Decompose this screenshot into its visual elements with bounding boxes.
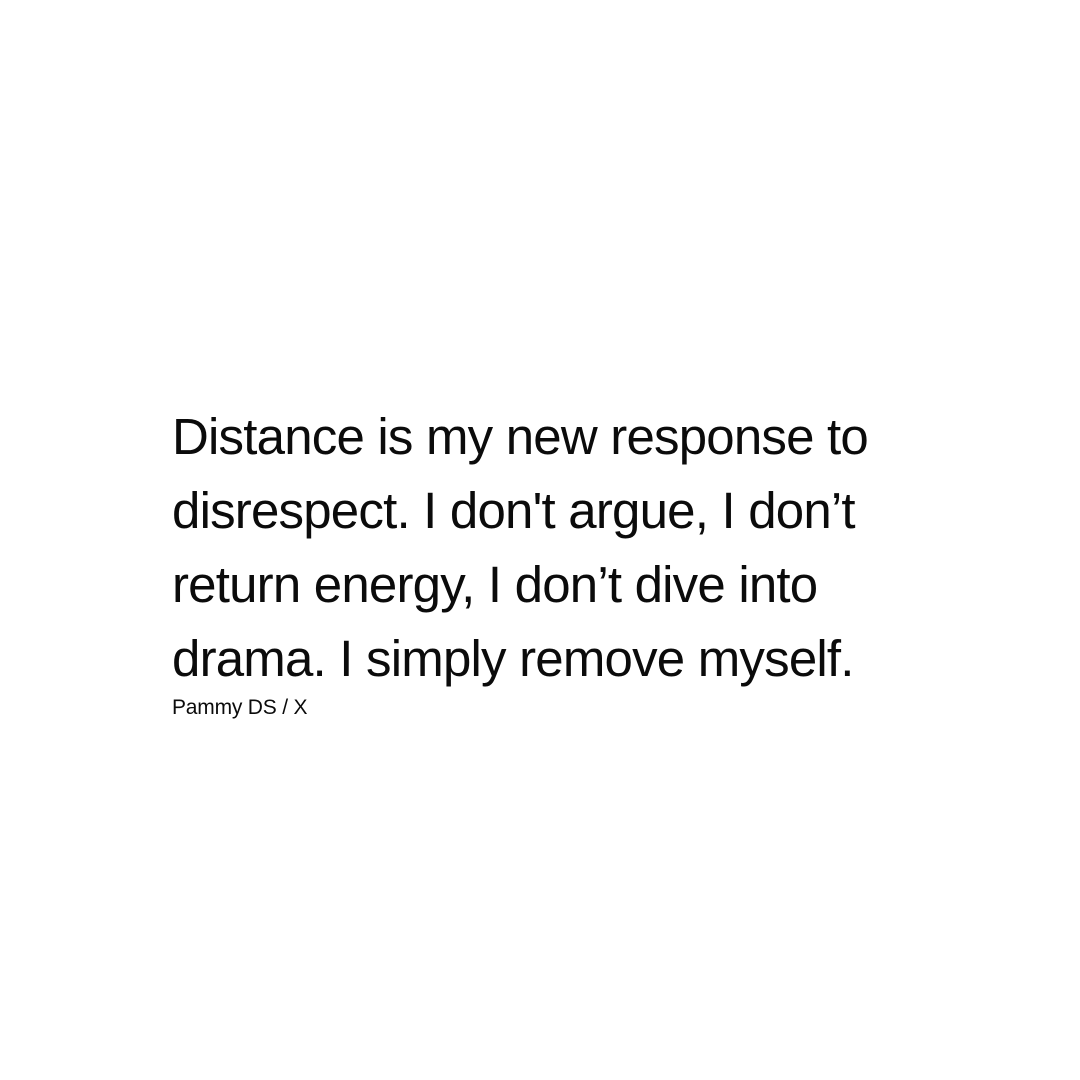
quote-attribution: Pammy DS / X — [172, 696, 308, 719]
quote-line-1: Distance is my new response to — [172, 408, 868, 465]
quote-card — [172, 400, 992, 722]
quote-line-2: disrespect. I don't argue, I don’t — [172, 482, 855, 539]
quote-line-3: return energy, I don’t dive into — [172, 556, 818, 613]
quote-line-4: drama. I simply remove myself. — [172, 630, 854, 687]
quote-text — [172, 400, 992, 696]
